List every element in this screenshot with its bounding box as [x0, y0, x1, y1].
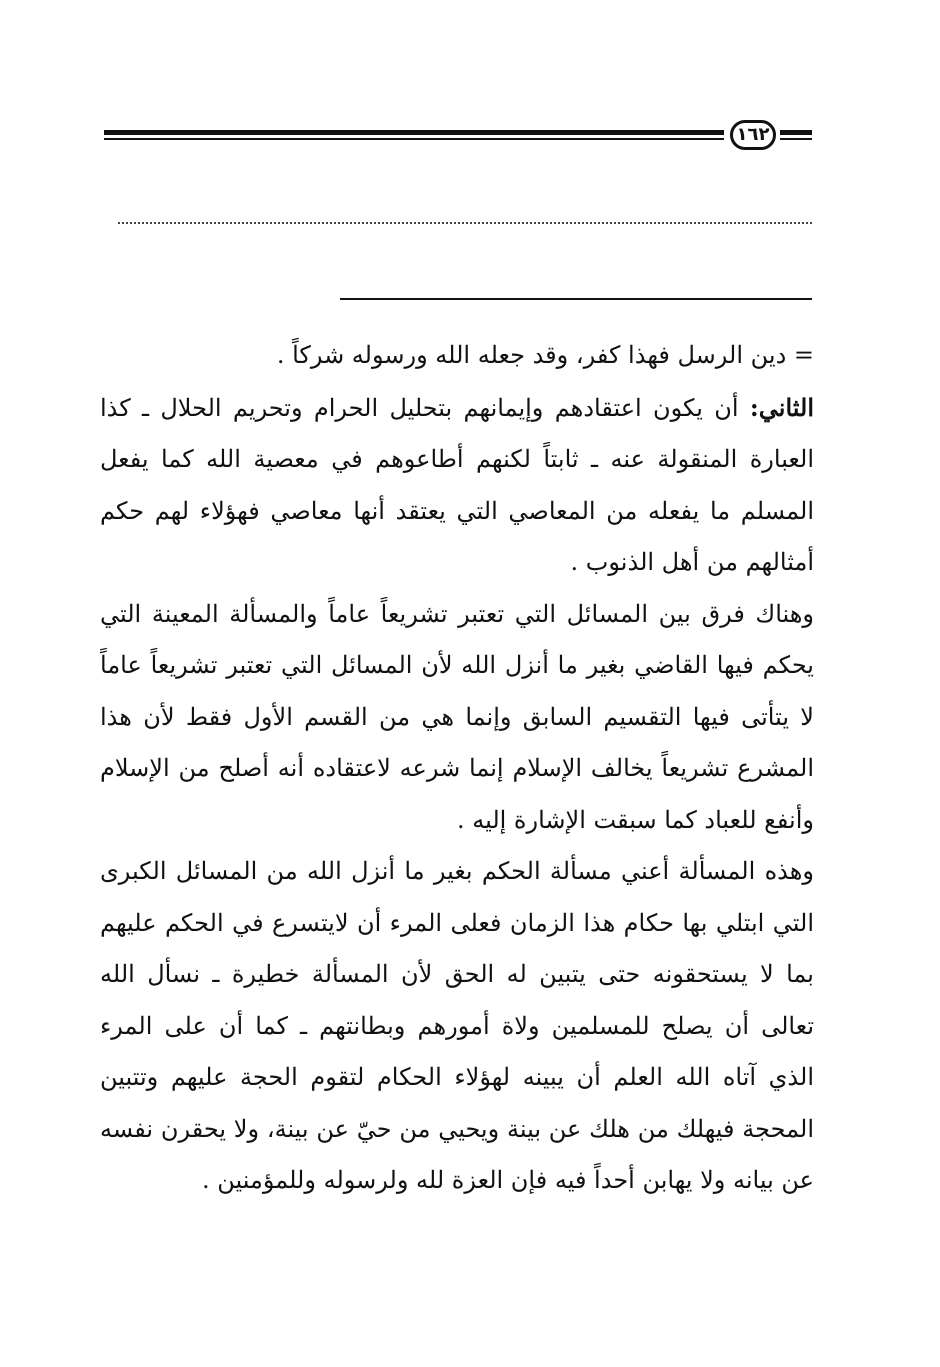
page-body: [100, 330, 814, 1207]
paragraph-continuation: = دين الرسل فهذا كفر، وقد جعله الله ورسوله شركاً .: [276, 341, 814, 369]
paragraph-text: أن يكون اعتقادهم وإيمانهم بتحليل الحرام وتحريم الحلال ـ كذا العبارة المنقولة عنه ـ ثابتاً لكنهم أطاعوهم في معصية الله كما يفعل المسلم ما يفعله من المعاصي التي يعتقد أنها معاصي فهؤلاء لهم حكم أمثالهم من أهل الذنوب .: [100, 393, 814, 576]
footnote-rule: [340, 298, 812, 300]
header-rule: [104, 130, 724, 142]
page-header: [104, 120, 812, 152]
header-rule-end: [780, 130, 812, 142]
paragraph-lead: الثاني:: [749, 392, 814, 422]
paragraph-distinction: وهناك فرق بين المسائل التي تعتبر تشريعاً عاماً والمسألة المعينة التي يحكم فيها القاضي بغير ما أنزل الله لأن المسائل التي تعتبر تشريعاً عاماً لا يتأتى فيها التقسيم السابق وإنما هي من القسم الأول فقط لأن هذا المشرع تشريعاً يخالف الإسلام إنما شرعه لاعتقاده أنه أصلح من الإسلام وأنفع للعباد كما سبقت الإشارة إليه .: [100, 599, 814, 834]
page-number: ١٦٢: [730, 120, 776, 150]
dotted-separator: [118, 222, 812, 224]
paragraph-conclusion: وهذه المسألة أعني مسألة الحكم بغير ما أنزل الله من المسائل الكبرى التي ابتلي بها حكام هذا الزمان فعلى المرء أن لايتسرع في الحكم عليهم بما لا يستحقونه حتى يتبين له الحق لأن المسألة خطيرة ـ نسأل الله تعالى أن يصلح للمسلمين ولاة أمورهم وبطانتهم ـ كما أن على المرء الذي آتاه الله العلم أن يبينه لهؤلاء الحكام لتقوم الحجة عليهم وتتبين المحجة فيهلك من هلك عن بينة ويحيي من حيّ عن بينة، ولا يحقرن نفسه عن بيانه ولا يهابن أحداً فيه فإن العزة لله ولرسوله وللمؤمنين .: [100, 857, 814, 1194]
paragraph-second: [100, 382, 814, 589]
